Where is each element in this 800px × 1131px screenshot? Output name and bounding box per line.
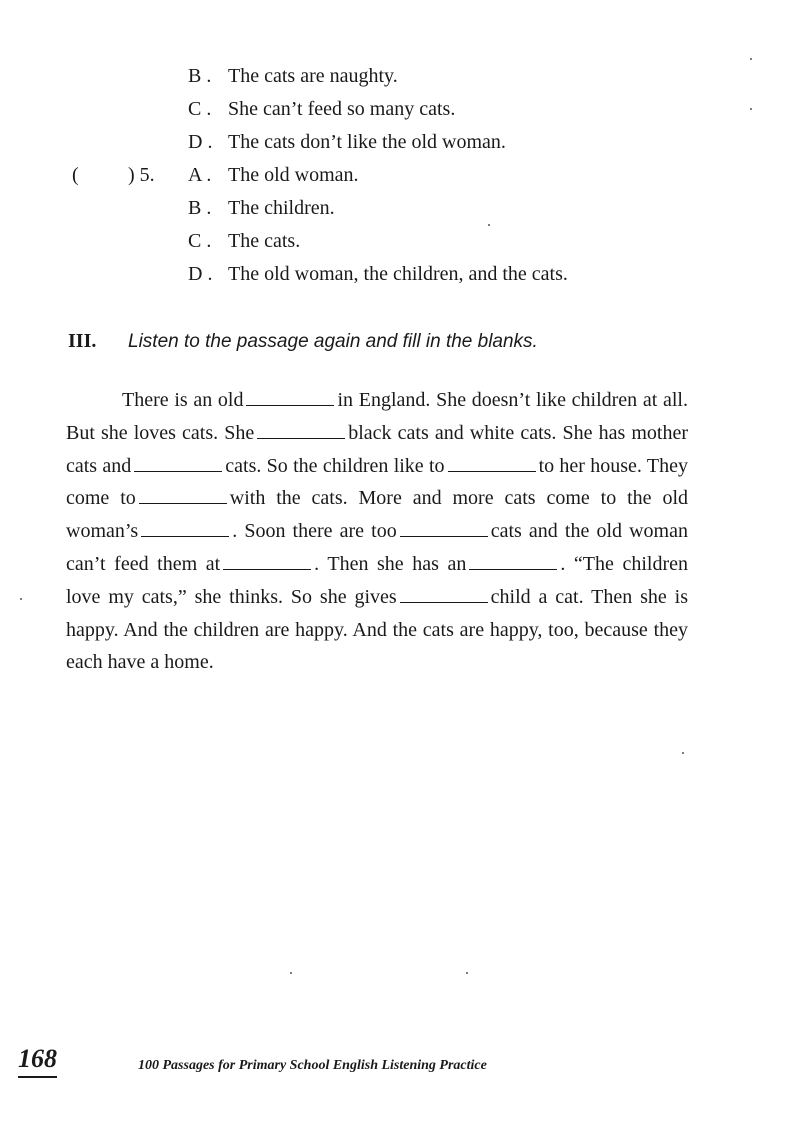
q5-number: ) 5. — [128, 164, 155, 186]
option-letter: B . — [188, 65, 212, 87]
scan-speck — [290, 972, 292, 974]
option-text: The old woman. — [228, 164, 359, 186]
blank-5[interactable] — [139, 489, 227, 504]
option-letter: C . — [188, 98, 212, 120]
option-letter: D . — [188, 263, 213, 285]
q5-option-c — [188, 229, 300, 253]
option-text: The cats. — [228, 230, 301, 252]
passage-segment: in England. She doesn’t like children at all. But she loves cats. She — [66, 389, 688, 444]
option-letter: A . — [188, 164, 212, 186]
passage-segment: black cats and white cats. She has mother cats and — [66, 421, 688, 477]
blank-9[interactable] — [469, 555, 557, 570]
option-text: She can’t feed so many cats. — [228, 98, 456, 120]
scan-speck — [20, 598, 22, 600]
passage-segment: to her house. They come to — [66, 454, 688, 510]
option-text: The cats don’t like the old woman. — [228, 131, 506, 153]
book-title: 100 Passages for Primary School English Listening Practice — [138, 1058, 487, 1073]
blank-6[interactable] — [141, 522, 229, 537]
blank-4[interactable] — [448, 457, 536, 472]
blank-8[interactable] — [223, 555, 311, 570]
q4-option-d — [188, 130, 506, 154]
section-instruction: Listen to the passage again and fill in the blanks. — [128, 331, 538, 352]
q5-answer-paren-open: ( — [72, 164, 79, 186]
q4-option-c — [188, 97, 455, 121]
option-text: The cats are naughty. — [228, 65, 398, 87]
option-text: The old woman, the children, and the cats. — [228, 263, 568, 285]
page-number: 168 — [18, 1044, 57, 1078]
blank-3[interactable] — [134, 457, 222, 472]
section-numeral: III. — [68, 330, 97, 352]
passage-segment: cats and the old woman can’t feed them at — [66, 520, 688, 575]
passage-segment: child a cat. Then she is happy. And the children are happy. And the cats are happy, too, because they each have a home. — [66, 585, 688, 674]
section-heading — [68, 328, 538, 355]
q5-option-d — [188, 262, 568, 286]
scan-speck — [750, 58, 752, 60]
passage-segment: with the cats. More and more cats come to the old woman’s — [66, 487, 688, 543]
option-letter: D . — [188, 131, 213, 153]
q5-option-b — [188, 196, 335, 220]
q4-option-b — [188, 64, 398, 88]
passage-segment: . Then she has an — [314, 552, 467, 575]
passage-segment: . “The children love my cats,” she thinks. So she gives — [66, 552, 688, 608]
scan-speck — [488, 224, 490, 226]
scan-speck — [750, 108, 752, 110]
option-text: The children. — [228, 197, 335, 219]
q5-option-a — [188, 163, 359, 187]
passage-segment: There is an old — [122, 389, 244, 411]
blank-1[interactable] — [246, 391, 334, 406]
scan-speck — [466, 972, 468, 974]
blank-10[interactable] — [400, 588, 488, 603]
passage-segment: . Soon there are too — [232, 520, 397, 543]
option-letter: B . — [188, 197, 212, 219]
blank-7[interactable] — [400, 522, 488, 537]
scan-speck — [682, 752, 684, 754]
passage-segment: cats. So the children like to — [225, 454, 445, 477]
cloze-passage — [66, 384, 688, 679]
blank-2[interactable] — [257, 424, 345, 439]
option-letter: C . — [188, 230, 212, 252]
